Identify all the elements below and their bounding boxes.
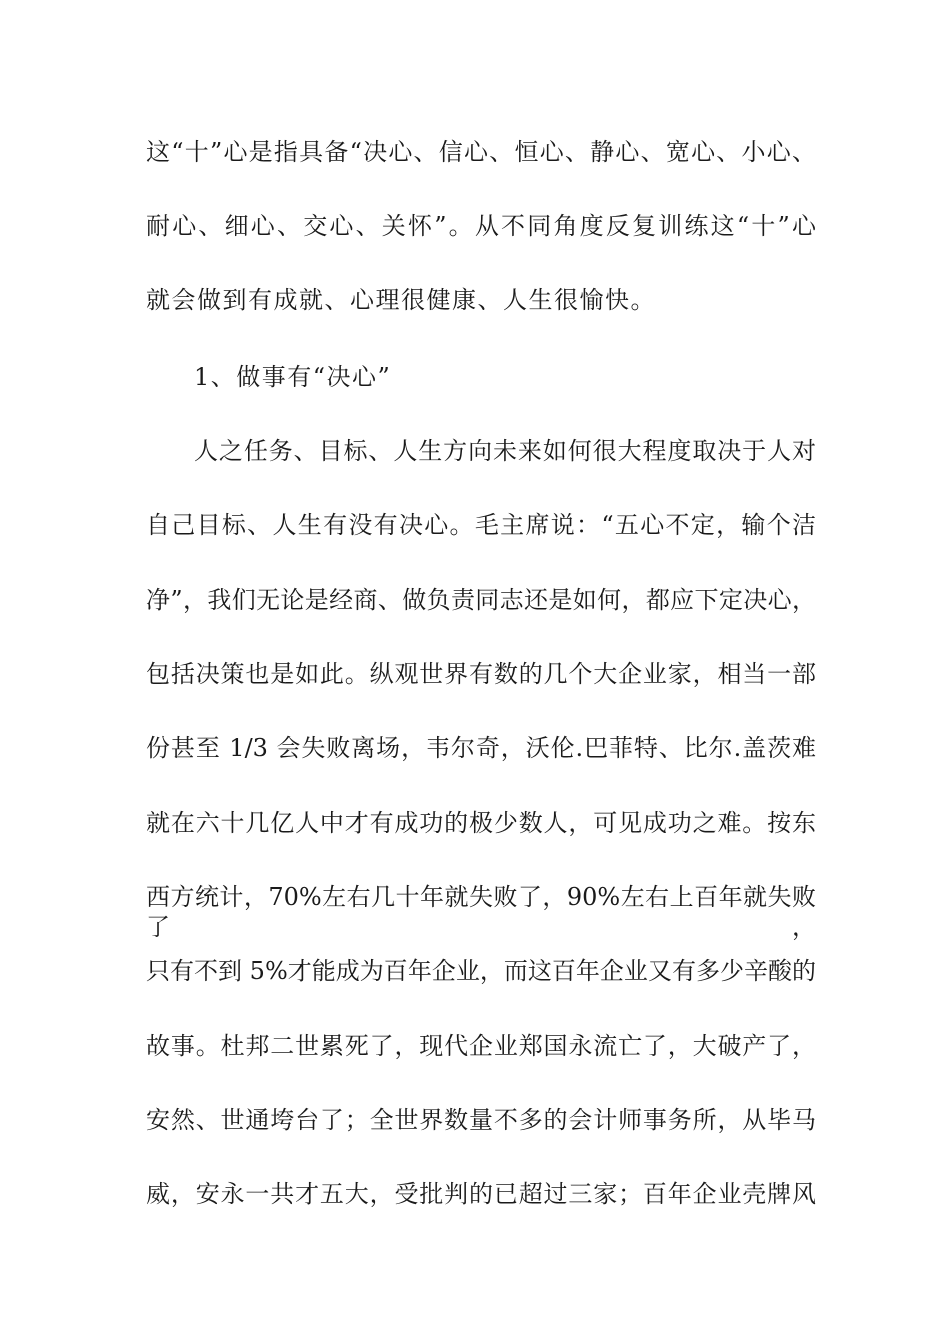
paragraph-line: 耐心、细心、交心、关怀”。从不同角度反复训练这“十”心 xyxy=(146,212,816,240)
paragraph-line: 就在六十几亿人中才有成功的极少数人，可见成功之难。按东 xyxy=(146,809,816,837)
paragraph-line: 人之任务、目标、人生方向未来如何很大程度取决于人对 xyxy=(194,437,816,465)
paragraph-line: 威，安永一共才五大，受批判的已超过三家；百年企业壳牌风 xyxy=(146,1180,816,1208)
paragraph-line: 只有不到 5%才能成为百年企业，而这百年企业又有多少辛酸的 xyxy=(146,957,816,985)
paragraph-line: 自己目标、人生有没有决心。毛主席说：“五心不定，输个洁 xyxy=(146,511,816,539)
paragraph-line: 安然、世通垮台了；全世界数量不多的会计师事务所，从毕马 xyxy=(146,1106,816,1134)
paragraph-line: 这“十”心是指具备“决心、信心、恒心、静心、宽心、小心、 xyxy=(146,138,816,166)
section-heading: 1、做事有“决心” xyxy=(194,363,392,391)
paragraph-line: 净”，我们无论是经商、做负责同志还是如何，都应下定决心， xyxy=(146,586,816,614)
paragraph-line: 份甚至 1/3 会失败离场，韦尔奇，沃伦.巴菲特、比尔.盖茨难 xyxy=(146,734,816,762)
paragraph-line: 就会做到有成就、心理很健康、人生很愉快。 xyxy=(146,286,656,314)
paragraph-line: 故事。杜邦二世累死了，现代企业郑国永流亡了，大破产了， xyxy=(146,1032,816,1060)
paragraph-line: 包括决策也是如此。纵观世界有数的几个大企业家，相当一部 xyxy=(146,660,816,688)
paragraph-line: 西方统计，70%左右几十年就失败了，90%左右上百年就失败了， xyxy=(146,883,816,941)
